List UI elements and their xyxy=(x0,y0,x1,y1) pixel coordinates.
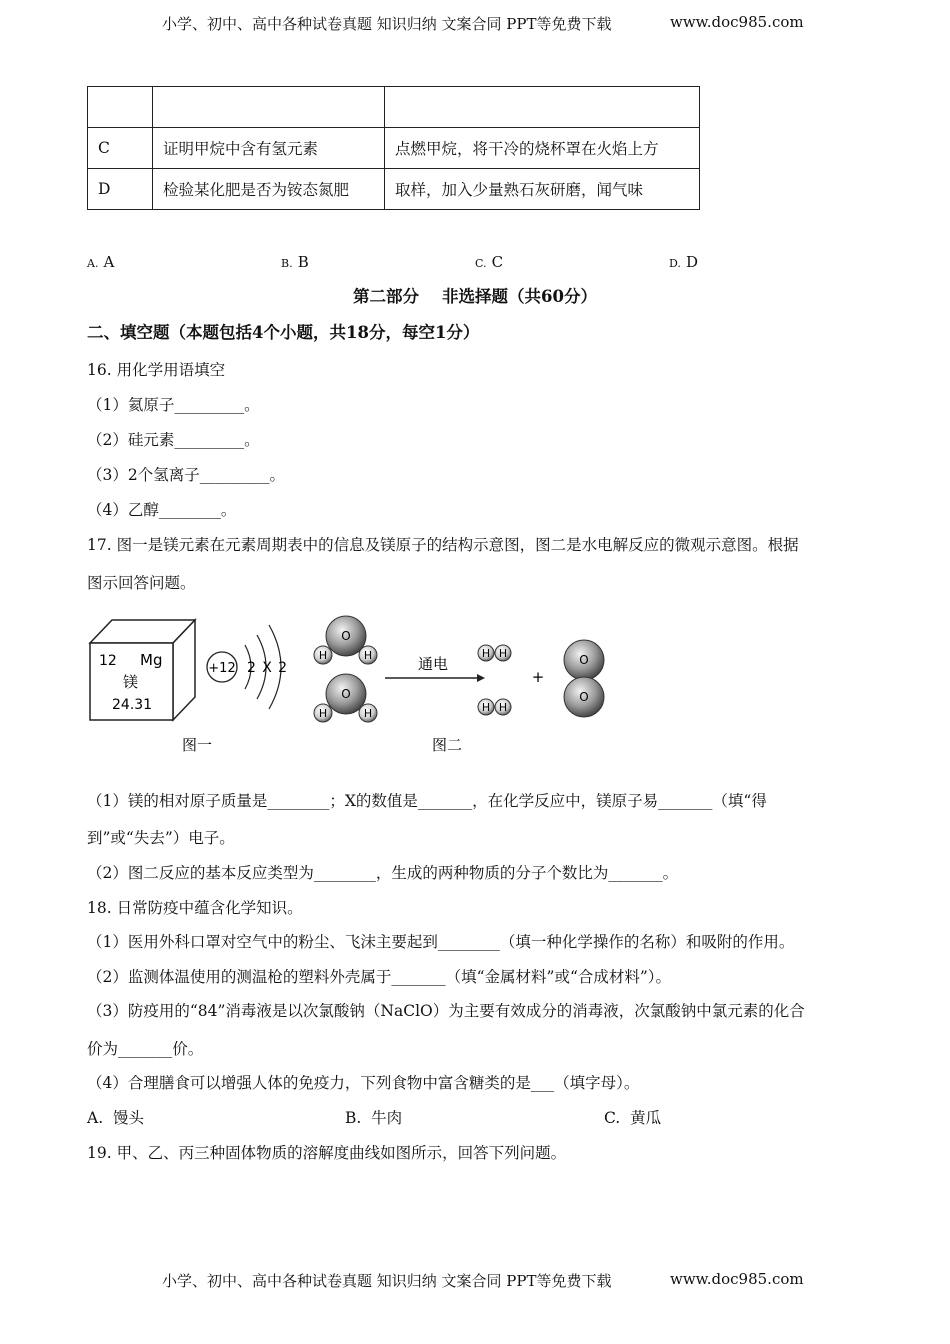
q16-item-1: （1）氦原子_________。 xyxy=(87,396,260,414)
q18-sub4: （4）合理膳食可以增强人体的免疫力，下列食物中富含糖类的是___（填字母）。 xyxy=(87,1074,640,1092)
q18-sub3-line1: （3）防疫用的“84”消毒液是以次氯酸钠（NaClO）为主要有效成分的消毒液，次氯酸钠中氯元素的化合 xyxy=(87,1002,805,1020)
atomic-number: 12 xyxy=(99,653,117,669)
option-value: C xyxy=(491,253,504,271)
table-cell-label xyxy=(88,87,153,128)
q19-stem: 19. 甲、乙、丙三种固体物质的溶解度曲线如图所示，回答下列问题。 xyxy=(87,1144,567,1162)
q18-option-a[interactable]: A. 馒头 xyxy=(87,1109,144,1127)
arrow-label: 通电 xyxy=(417,655,449,673)
oxygen-label: O xyxy=(341,629,351,643)
hydrogen-label: H xyxy=(363,707,373,720)
q18-stem: 18. 日常防疫中蕴含化学知识。 xyxy=(87,899,303,917)
q16-item-3: （3）2个氢离子_________。 xyxy=(87,466,285,484)
header-banner: 小学、初中、高中各种试卷真题 知识归纳 文案合同 PPT等免费下载 xyxy=(162,15,612,33)
hydrogen-molecule xyxy=(478,645,511,661)
oxygen-label: O xyxy=(579,653,589,667)
water-molecule xyxy=(314,674,377,722)
hydrogen-label: H xyxy=(481,701,491,714)
element-symbol: Mg xyxy=(140,651,163,669)
fig2-caption: 图二 xyxy=(431,736,463,754)
hydrogen-label: H xyxy=(363,649,373,662)
q17-stem-line2: 图示回答问题。 xyxy=(87,574,196,592)
q17-stem-line1: 17. 图一是镁元素在元素周期表中的信息及镁原子的结构示意图，图二是水电解反应的微观示意图。根据 xyxy=(87,536,799,554)
nucleus-charge: +12 xyxy=(208,661,236,676)
element-name: 镁 xyxy=(123,673,139,691)
option-letter: A. xyxy=(87,257,99,270)
option-c[interactable] xyxy=(475,252,503,271)
table-row xyxy=(88,169,700,210)
option-a[interactable] xyxy=(87,252,114,271)
electron-layers: 2 X 2 xyxy=(247,660,287,676)
hydrogen-label: H xyxy=(498,647,508,660)
q18-option-b[interactable]: B. 牛肉 xyxy=(345,1109,403,1127)
table-cell-label: C xyxy=(88,128,153,169)
q16-item-4: （4）乙醇________。 xyxy=(87,501,237,519)
q16-stem: 16. 用化学用语填空 xyxy=(87,361,226,379)
mg-atom-structure xyxy=(207,625,287,709)
hydrogen-label: H xyxy=(318,707,328,720)
q18-sub1: （1）医用外科口罩对空气中的粉尘、飞沫主要起到________（填一种化学操作的名称）和吸附的作用。 xyxy=(87,933,795,951)
footer-banner: 小学、初中、高中各种试卷真题 知识归纳 文案合同 PPT等免费下载 xyxy=(162,1272,612,1290)
option-value: B xyxy=(297,253,309,271)
option-b[interactable] xyxy=(281,252,309,271)
plus-sign: + xyxy=(531,668,545,686)
footer-url: www.doc985.com xyxy=(670,1270,804,1288)
hydrogen-label: H xyxy=(498,701,508,714)
q17-figures xyxy=(85,605,645,765)
table-row xyxy=(88,128,700,169)
table-cell-label: D xyxy=(88,169,153,210)
q18-option-c[interactable]: C. 黄瓜 xyxy=(604,1109,662,1127)
q17-sub1-line1: （1）镁的相对原子质量是________；X的数值是_______，在化学反应中，镁原子易_______（填“得 xyxy=(87,792,767,810)
q18-sub3-line2: 价为_______价。 xyxy=(87,1040,204,1058)
option-letter: B. xyxy=(281,257,293,270)
table-row xyxy=(88,87,700,128)
atomic-mass: 24.31 xyxy=(112,697,153,713)
part2-title: 第二部分 非选择题（共60分） xyxy=(353,287,597,306)
q16-item-2: （2）硅元素_________。 xyxy=(87,431,260,449)
option-value: D xyxy=(686,253,699,271)
reaction-arrow xyxy=(385,655,485,682)
hydrogen-label: H xyxy=(481,647,491,660)
oxygen-label: O xyxy=(579,690,589,704)
table-cell-method: 点燃甲烷，将干冷的烧杯罩在火焰上方 xyxy=(385,128,700,169)
fig1-caption: 图一 xyxy=(181,736,213,754)
section2-title: 二、填空题（本题包括4个小题，共18分，每空1分） xyxy=(87,323,480,342)
oxygen-label: O xyxy=(341,687,351,701)
q17-sub2: （2）图二反应的基本反应类型为________，生成的两种物质的分子个数比为_______。 xyxy=(87,864,679,882)
table-cell-purpose xyxy=(153,87,385,128)
hydrogen-label: H xyxy=(318,649,328,662)
water-molecule xyxy=(314,616,377,664)
table-cell-method: 取样，加入少量熟石灰研磨，闻气味 xyxy=(385,169,700,210)
header-url: www.doc985.com xyxy=(670,13,804,31)
option-d[interactable] xyxy=(669,252,698,271)
option-letter: D. xyxy=(669,257,681,270)
table-cell-purpose: 证明甲烷中含有氢元素 xyxy=(153,128,385,169)
experiment-table xyxy=(87,86,700,210)
oxygen-molecule xyxy=(564,640,604,717)
table-cell-method xyxy=(385,87,700,128)
option-value: A xyxy=(103,253,115,271)
q18-sub2: （2）监测体温使用的测温枪的塑料外壳属于_______（填“金属材料”或“合成材料”）。 xyxy=(87,968,672,986)
table-cell-purpose: 检验某化肥是否为铵态氮肥 xyxy=(153,169,385,210)
hydrogen-molecule xyxy=(478,699,511,715)
periodic-cube xyxy=(90,620,195,720)
option-letter: C. xyxy=(475,257,487,270)
q17-sub1-line2: 到”或“失去”）电子。 xyxy=(87,829,235,847)
